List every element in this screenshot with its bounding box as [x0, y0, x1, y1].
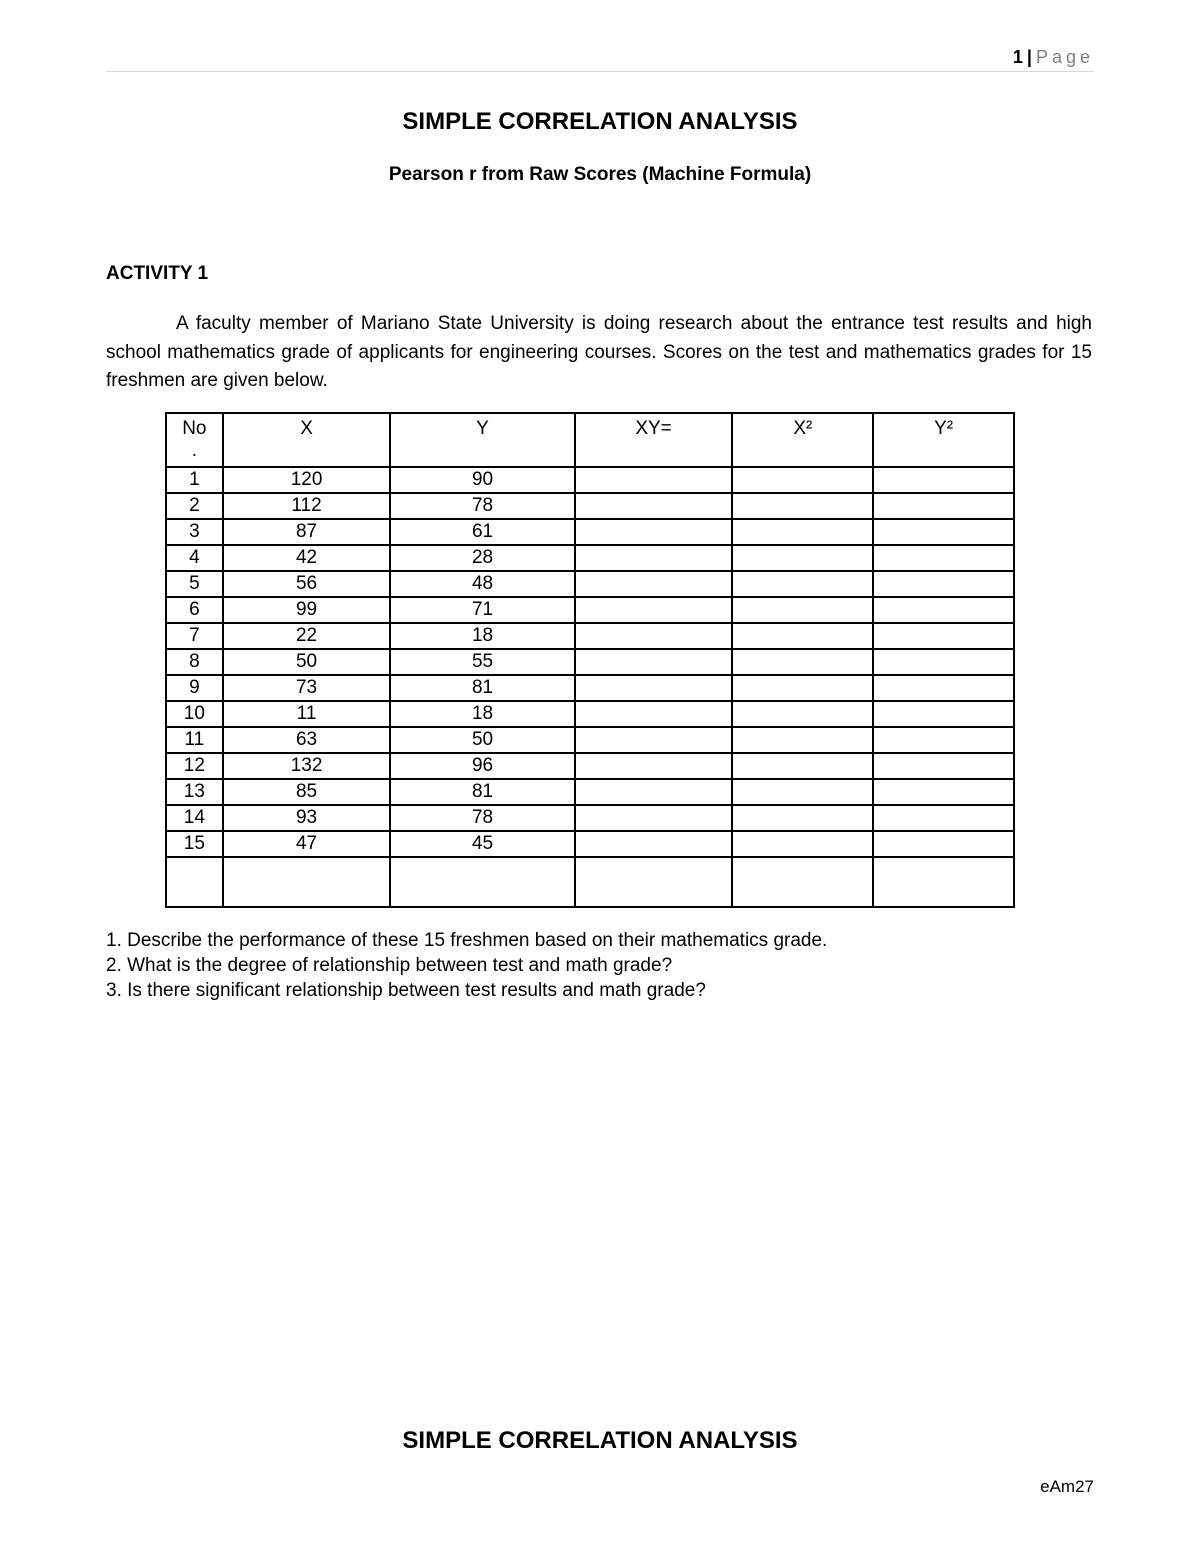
cell-xy — [575, 467, 733, 493]
question-item: 3. Is there significant relationship between test results and math grade? — [106, 980, 706, 1001]
cell-x: 56 — [223, 571, 391, 597]
header-y-squared: Y² — [873, 413, 1014, 467]
cell-xy — [575, 701, 733, 727]
table-row — [166, 779, 1014, 805]
cell-x: 120 — [223, 467, 391, 493]
cell-no: 1 — [166, 467, 223, 493]
question-list — [106, 928, 827, 1003]
cell-x: 99 — [223, 597, 391, 623]
cell-y: 96 — [390, 753, 574, 779]
scores-table — [165, 412, 1015, 908]
table-row-totals — [166, 857, 1014, 907]
cell-x-squared — [732, 701, 873, 727]
cell-x-squared — [732, 831, 873, 857]
table-row — [166, 545, 1014, 571]
cell-x-squared — [732, 675, 873, 701]
cell-y-squared — [873, 779, 1014, 805]
cell-no: 6 — [166, 597, 223, 623]
cell-x-squared — [732, 545, 873, 571]
cell-y-squared — [873, 545, 1014, 571]
question-item: 1. Describe the performance of these 15 freshmen based on their mathematics grade. — [106, 930, 828, 951]
cell-y: 78 — [390, 493, 574, 519]
total-cell — [873, 857, 1014, 907]
table-row — [166, 649, 1014, 675]
cell-y-squared — [873, 519, 1014, 545]
cell-y-squared — [873, 493, 1014, 519]
cell-no: 5 — [166, 571, 223, 597]
cell-x-squared — [732, 467, 873, 493]
cell-x: 73 — [223, 675, 391, 701]
cell-x: 93 — [223, 805, 391, 831]
intro-paragraph: A faculty member of Mariano State University is doing research about the entrance test results and high school mathematics grade of applicants for engineering courses. Scores on the test and mathematics grades for 15 freshmen are given below. — [106, 313, 1092, 391]
total-cell — [575, 857, 733, 907]
table-row — [166, 597, 1014, 623]
cell-x: 85 — [223, 779, 391, 805]
cell-y-squared — [873, 675, 1014, 701]
header-no — [166, 413, 223, 467]
table-row — [166, 675, 1014, 701]
cell-y: 61 — [390, 519, 574, 545]
cell-x: 87 — [223, 519, 391, 545]
document-title: SIMPLE CORRELATION ANALYSIS — [402, 108, 798, 135]
table-row — [166, 623, 1014, 649]
cell-x-squared — [732, 727, 873, 753]
cell-y: 18 — [390, 701, 574, 727]
table-row — [166, 493, 1014, 519]
footer-title: SIMPLE CORRELATION ANALYSIS — [402, 1427, 798, 1454]
cell-y-squared — [873, 623, 1014, 649]
table-row — [166, 467, 1014, 493]
cell-x-squared — [732, 623, 873, 649]
total-cell — [732, 857, 873, 907]
cell-xy — [575, 545, 733, 571]
cell-no: 15 — [166, 831, 223, 857]
cell-xy — [575, 571, 733, 597]
cell-no: 7 — [166, 623, 223, 649]
cell-y: 81 — [390, 675, 574, 701]
cell-x-squared — [732, 779, 873, 805]
header-x: X — [223, 413, 391, 467]
table-row — [166, 571, 1014, 597]
cell-xy — [575, 805, 733, 831]
cell-xy — [575, 753, 733, 779]
cell-no: 12 — [166, 753, 223, 779]
cell-y-squared — [873, 727, 1014, 753]
cell-y: 55 — [390, 649, 574, 675]
cell-no: 8 — [166, 649, 223, 675]
cell-xy — [575, 519, 733, 545]
cell-x: 132 — [223, 753, 391, 779]
cell-y-squared — [873, 753, 1014, 779]
cell-x: 22 — [223, 623, 391, 649]
cell-y: 45 — [390, 831, 574, 857]
cell-y: 78 — [390, 805, 574, 831]
cell-x: 112 — [223, 493, 391, 519]
cell-x: 47 — [223, 831, 391, 857]
header-x-squared: X² — [732, 413, 873, 467]
cell-y: 28 — [390, 545, 574, 571]
cell-y: 81 — [390, 779, 574, 805]
table-row — [166, 519, 1014, 545]
footer-code: eAm27 — [1040, 1477, 1094, 1496]
cell-xy — [575, 623, 733, 649]
cell-y: 71 — [390, 597, 574, 623]
table-row — [166, 805, 1014, 831]
cell-xy — [575, 831, 733, 857]
cell-x: 50 — [223, 649, 391, 675]
cell-xy — [575, 493, 733, 519]
cell-y-squared — [873, 649, 1014, 675]
cell-no: 3 — [166, 519, 223, 545]
page-header — [106, 46, 1094, 72]
question-item: 2. What is the degree of relationship between test and math grade? — [106, 955, 673, 976]
page-word: Page — [1035, 47, 1094, 67]
cell-y-squared — [873, 571, 1014, 597]
table-row — [166, 727, 1014, 753]
page-number — [1013, 46, 1094, 68]
cell-x: 42 — [223, 545, 391, 571]
total-cell — [223, 857, 391, 907]
cell-no: 9 — [166, 675, 223, 701]
header-no-label: No . — [182, 418, 207, 461]
cell-x: 11 — [223, 701, 391, 727]
cell-y-squared — [873, 467, 1014, 493]
total-cell — [166, 857, 223, 907]
cell-x-squared — [732, 493, 873, 519]
cell-no: 13 — [166, 779, 223, 805]
document-subtitle: Pearson r from Raw Scores (Machine Formula) — [388, 164, 812, 185]
cell-no: 14 — [166, 805, 223, 831]
cell-y: 48 — [390, 571, 574, 597]
header-y: Y — [390, 413, 574, 467]
cell-x: 63 — [223, 727, 391, 753]
cell-x-squared — [732, 753, 873, 779]
cell-xy — [575, 597, 733, 623]
cell-xy — [575, 675, 733, 701]
cell-y-squared — [873, 701, 1014, 727]
cell-xy — [575, 779, 733, 805]
cell-y: 18 — [390, 623, 574, 649]
cell-xy — [575, 649, 733, 675]
table-body — [166, 467, 1014, 907]
cell-no: 11 — [166, 727, 223, 753]
page-separator: | — [1026, 47, 1032, 67]
table-row — [166, 753, 1014, 779]
cell-x-squared — [732, 597, 873, 623]
table-header-row — [166, 413, 1014, 467]
cell-y-squared — [873, 805, 1014, 831]
cell-xy — [575, 727, 733, 753]
cell-no: 10 — [166, 701, 223, 727]
activity-heading: ACTIVITY 1 — [106, 263, 209, 284]
cell-x-squared — [732, 519, 873, 545]
cell-x-squared — [732, 649, 873, 675]
header-xy: XY= — [575, 413, 733, 467]
table-row — [166, 701, 1014, 727]
cell-no: 4 — [166, 545, 223, 571]
table-row — [166, 831, 1014, 857]
cell-y: 50 — [390, 727, 574, 753]
page-number-value: 1 — [1012, 47, 1023, 67]
cell-no: 2 — [166, 493, 223, 519]
cell-y-squared — [873, 831, 1014, 857]
cell-x-squared — [732, 571, 873, 597]
total-cell — [390, 857, 574, 907]
cell-y: 90 — [390, 467, 574, 493]
cell-y-squared — [873, 597, 1014, 623]
cell-x-squared — [732, 805, 873, 831]
